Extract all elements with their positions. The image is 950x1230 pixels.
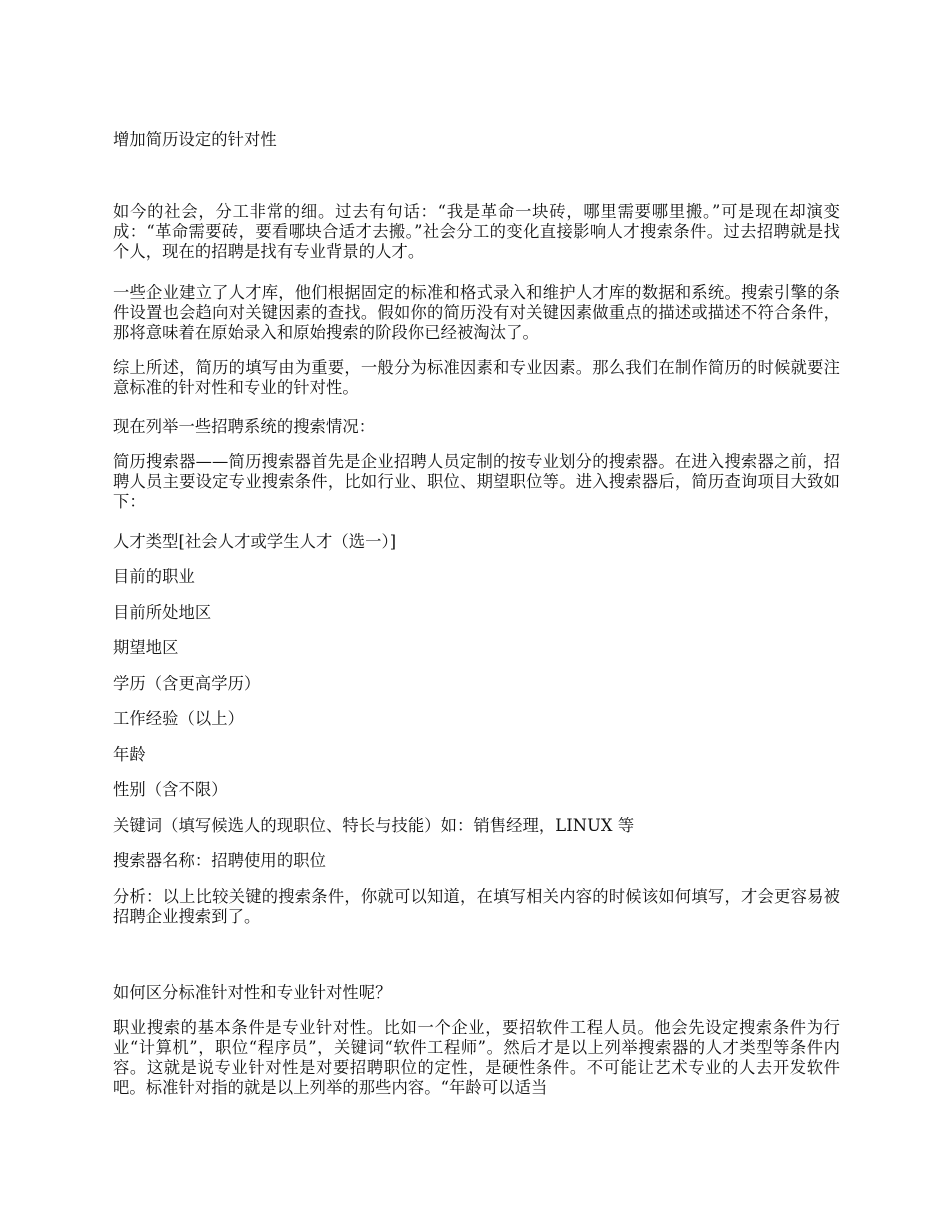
paragraph-talent-database: 一些企业建立了人才库，他们根据固定的标准和格式录入和维护人才库的数据和系统。搜索引擎的条件设置也会趋向对关键因素的查找。假如你的简历没有对关键因素做重点的描述或描述不符合条件，那将意味着在原始录入和原始搜索的阶段你已经被淘汰了。 [113, 283, 840, 342]
paragraph-analysis: 分析：以上比较关键的搜索条件，你就可以知道，在填写相关内容的时候该如何填写，才会更容易被招聘企业搜索到了。 [113, 887, 840, 926]
paragraph-social-division: 如今的社会，分工非常的细。过去有句话：“我是革命一块砖，哪里需要哪里搬。”可是现在却演变成：“革命需要砖，要看哪块合适才去搬。”社会分工的变化直接影响人才搜索条件。过去招聘就是找个人，现在的招聘是找有专业背景的人才。 [113, 202, 840, 261]
search-field-talent-type: 人才类型[社会人才或学生人才（选一）] [113, 532, 397, 551]
paragraph-resume-searcher: 简历搜索器——简历搜索器首先是企业招聘人员定制的按专业划分的搜索器。在进入搜索器之前，招聘人员主要设定专业搜索条件，比如行业、职位、期望职位等。进入搜索器后，简历查询项目大致如下： [113, 452, 840, 511]
search-field-age: 年龄 [113, 745, 146, 764]
paragraph-professional-targeting: 职业搜索的基本条件是专业针对性。比如一个企业，要招软件工程人员。他会先设定搜索条件为行业“计算机”，职位“程序员”，关键词“软件工程师”。然后才是以上列举搜索器的人才类型等条件内容。这就是说专业针对性是对要招聘职位的定性，是硬性条件。不可能让艺术专业的人去开发软件吧。标准针对指的就是以上列举的那些内容。“年龄可以适当 [113, 1018, 840, 1097]
section-subheading: 如何区分标准针对性和专业针对性呢？ [113, 983, 392, 1002]
paragraph-list-intro: 现在列举一些招聘系统的搜索情况： [113, 417, 376, 436]
search-field-current-region: 目前所处地区 [113, 603, 212, 622]
search-field-searcher-name: 搜索器名称：招聘使用的职位 [113, 851, 326, 870]
search-field-education: 学历（含更高学历） [113, 674, 261, 693]
document-title: 增加简历设定的针对性 [113, 130, 277, 149]
paragraph-summary: 综上所述，简历的填写由为重要，一般分为标准因素和专业因素。那么我们在制作简历的时候就要注意标准的针对性和专业的针对性。 [113, 358, 840, 397]
search-field-expected-region: 期望地区 [113, 638, 179, 657]
search-field-current-occupation: 目前的职业 [113, 567, 195, 586]
search-field-work-experience: 工作经验（以上） [113, 709, 245, 728]
search-field-gender: 性别（含不限） [113, 780, 228, 799]
search-field-keywords: 关键词（填写候选人的现职位、特长与技能）如：销售经理，LINUX 等 [113, 816, 635, 835]
